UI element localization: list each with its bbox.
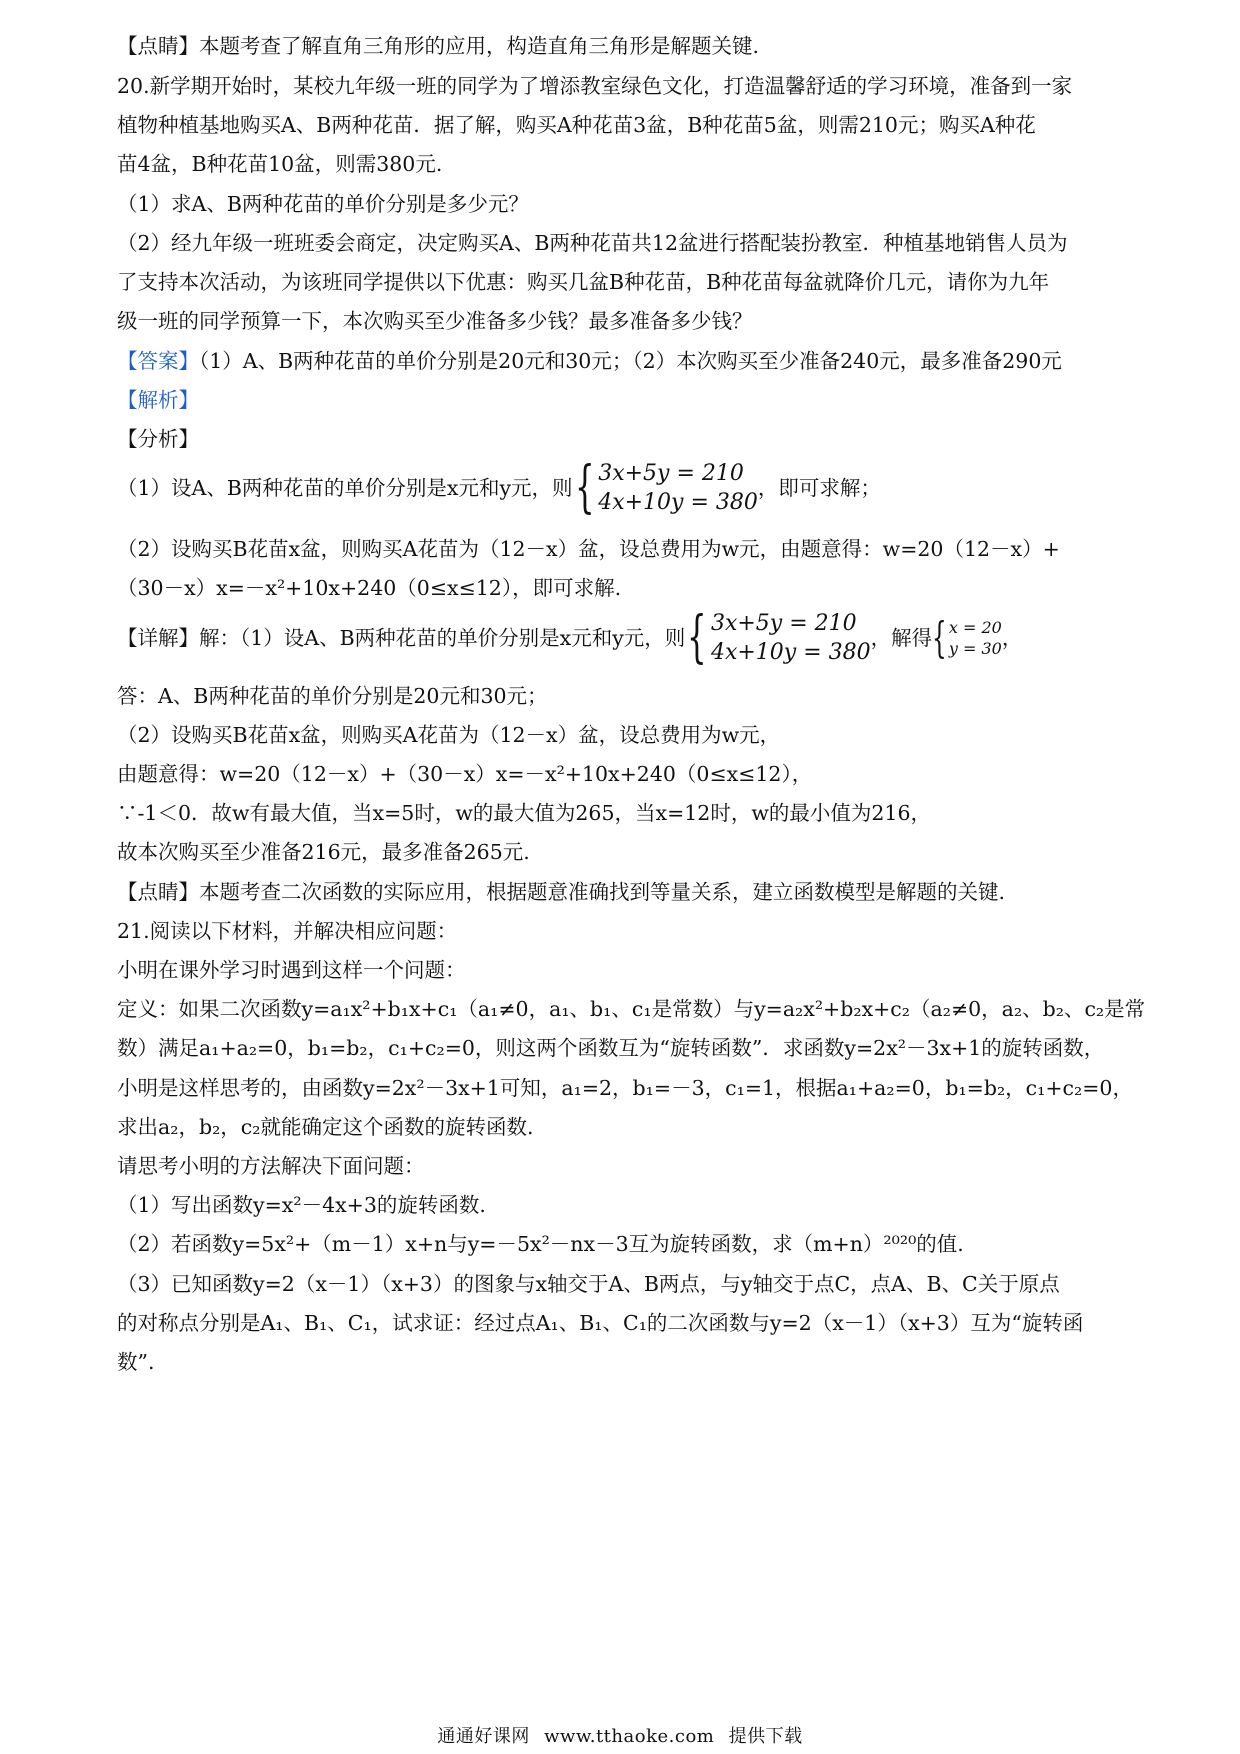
footer-site-name: 通通好课网 [437,1726,530,1747]
equation-2: 4x+10y = 380 [598,490,758,515]
solution-part-1-text: 【详解】解：（1）设A、B两种花苗的单价分别是x元和y元，则 [117,626,686,650]
left-brace-icon: { [932,613,947,662]
answer-label: 【答案】 [117,349,199,373]
analysis-label: 【解析】 [117,388,199,412]
solution-part-1-tail: ， [1001,626,1023,650]
footer-url[interactable]: www.tthaoke.com [544,1726,715,1747]
analysis-part-2-line-1: （2）设购买B花苗x盆，则购买A花苗为（12－x）盆，设总费用为w元，由题意得：w=20（12－x）+ [117,537,1060,561]
page-footer [0,1722,1240,1748]
question-21-part-2: （2）若函数y=5x²+（m－1）x+n与y=－5x²－nx－3互为旋转函数，求（m+n）²⁰²⁰的值. [117,1232,964,1256]
solution-system [949,617,1002,659]
left-brace-icon: { [687,605,707,670]
solution-x: x = 20 [948,618,1002,637]
analysis-part-1-tail: ，即可求解； [757,476,881,500]
question-20-part-2-line-2: 了支持本次活动，为该班同学提供以下优惠：购买几盆B种花苗，B种花苗每盆就降价几元，请你为九年 [117,270,1050,294]
question-21-part-1: （1）写出函数y=x²－4x+3的旋转函数. [117,1193,486,1217]
solution-part-2-line-2: 由题意得：w=20（12－x）+（30－x）x=－x²+10x+240（0≤x≤12）， [117,762,813,786]
question-21-prompt: 请思考小明的方法解决下面问题： [117,1154,425,1178]
analysis-part-1-text: （1）设A、B两种花苗的单价分别是x元和y元，则 [117,476,573,500]
left-brace-icon: { [574,455,595,520]
question-21-definition-line-1: 定义：如果二次函数y=a₁x²+b₁x+c₁（a₁≠0，a₁、b₁、c₁是常数）与y=a₂x²+b₂x+c₂（a₂≠0，a₂、b₂、c₂是常 [117,997,1146,1021]
solution-part-2-line-1: （2）设购买B花苗x盆，则购买A花苗为（12－x）盆，设总费用为w元， [117,723,781,747]
question-21-definition-line-3: 小明是这样思考的，由函数y=2x²－3x+1可知，a₁=2，b₁=－3，c₁=1，根据a₁+a₂=0，b₁=b₂，c₁+c₂=0， [117,1076,1133,1100]
equation-system [711,609,871,667]
question-21-definition-line-2: 数）满足a₁+a₂=0，b₁=b₂，c₁+c₂=0，则这两个函数互为“旋转函数”．求函数y=2x²－3x+1的旋转函数， [117,1036,1105,1060]
solution-part-2-line-3: ∵-1＜0．故w有最大值，当x=5时，w的最大值为265，当x=12时，w的最小值为216， [117,801,932,825]
solve-text: ，解得 [870,626,933,650]
question-20-line-3: 苗4盆，B种花苗10盆，则需380元. [117,152,443,176]
question-20-part-2-line-3: 级一班的同学预算一下，本次购买至少准备多少钱？最多准备多少钱？ [117,309,753,333]
solution-y: y = 30 [948,639,1002,658]
question-20-part-1: （1）求A、B两种花苗的单价分别是多少元？ [117,192,529,216]
comment-q20: 【点睛】本题考查二次函数的实际应用，根据题意准确找到等量关系，建立函数模型是解题的关键. [117,880,1006,904]
question-21-title: 21.阅读以下材料，并解决相应问题： [117,919,458,943]
solution-part-2-line-4: 故本次购买至少准备216元，最多准备265元. [117,840,530,864]
answer-line [117,347,1127,375]
question-20-line-1: 20.新学期开始时，某校九年级一班的同学为了增添教室绿色文化，打造温馨舒适的学习环境，准备到一家 [117,74,1073,98]
question-21-definition-line-4: 求出a₂，b₂，c₂就能确定这个函数的旋转函数. [117,1115,534,1139]
comment-q19: 【点睛】本题考查了解直角三角形的应用，构造直角三角形是解题关键. [117,34,760,58]
equation-1: 3x+5y = 210 [598,461,744,486]
fenxi-label: 【分析】 [117,427,199,451]
question-20-line-2: 植物种植基地购买A、B两种花苗．据了解，购买A种花苗3盆，B种花苗5盆，则需210元；购买A种花 [117,113,1036,137]
answer-text: （1）A、B两种花苗的单价分别是20元和30元；（2）本次购买至少准备240元，最多准备290元 [199,349,1062,373]
equation-system [598,459,758,517]
question-21-intro: 小明在课外学习时遇到这样一个问题： [117,958,466,982]
equation-2: 4x+10y = 380 [710,640,871,665]
solution-part-1 [117,600,1127,676]
question-21-part-3-line-1: （3）已知函数y=2（x－1）（x+3）的图象与x轴交于A、B两点，与y轴交于点C，点A、B、C关于原点 [117,1272,1060,1296]
footer-suffix: 提供下载 [728,1726,803,1747]
question-21-part-3-line-2: 的对称点分别是A₁、B₁、C₁，试求证：经过点A₁、B₁、C₁的二次函数与y=2（x－1）（x+3）互为“旋转函 [117,1311,1084,1335]
question-21-part-3-line-3: 数”. [117,1350,155,1374]
equation-1: 3x+5y = 210 [710,611,857,636]
question-20-part-2-line-1: （2）经九年级一班班委会商定，决定购买A、B两种花苗共12盆进行搭配装扮教室．种植基地销售人员为 [117,231,1068,255]
solution-answer-1: 答：A、B两种花苗的单价分别是20元和30元； [117,684,548,708]
analysis-part-2-line-2: （30－x）x=－x²+10x+240（0≤x≤12），即可求解. [117,576,622,600]
analysis-part-1 [117,450,1127,526]
